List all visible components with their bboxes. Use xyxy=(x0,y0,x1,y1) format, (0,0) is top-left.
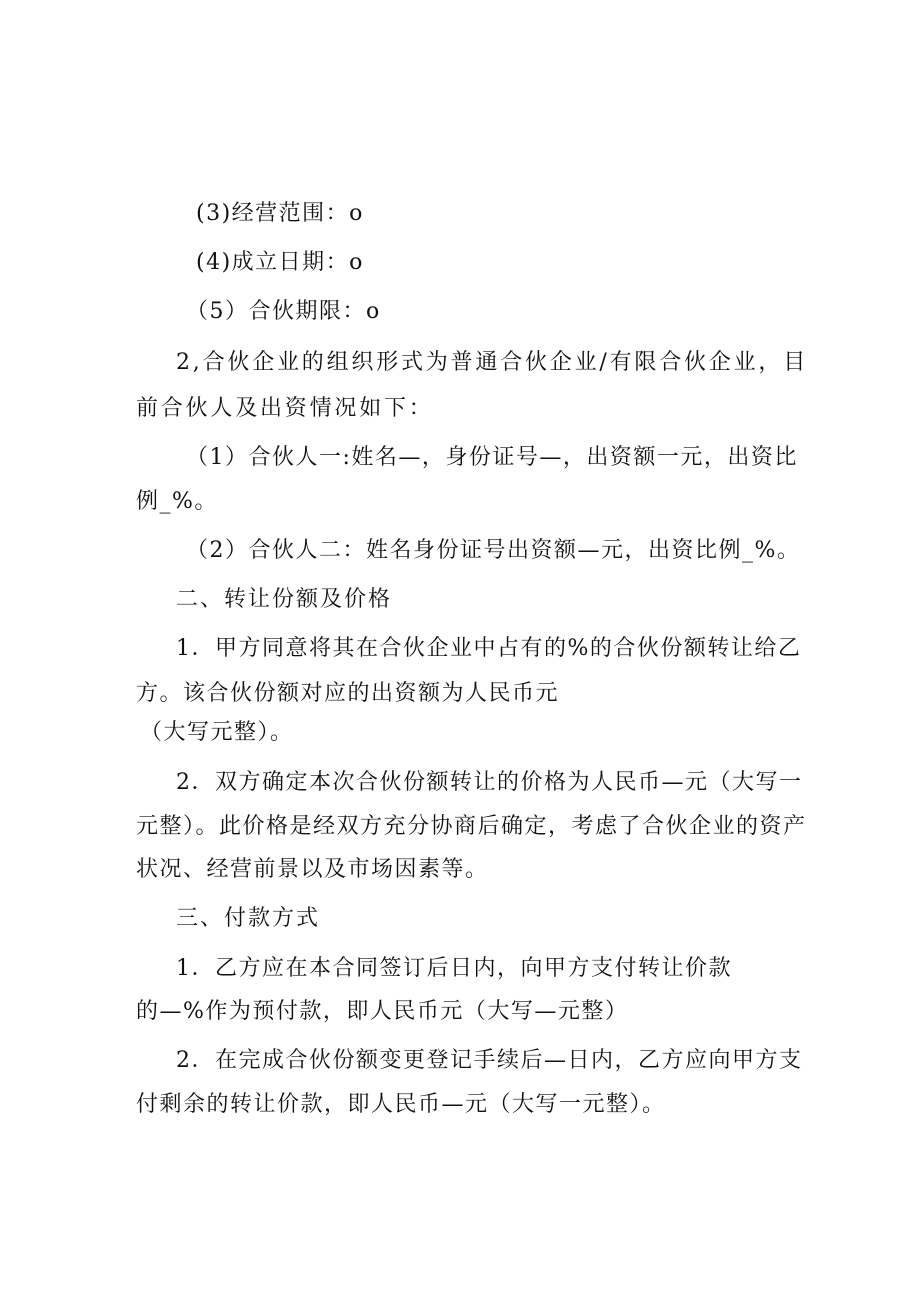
line-founding-date: (4)成立日期：o xyxy=(196,250,364,275)
paragraph-s2-item1-line2: 方。该合伙份额对应的出资额为人民币元 xyxy=(136,681,560,706)
paragraph-s2-item1-line3: （大写元整）。 xyxy=(140,720,294,745)
paragraph-partner1-line1: （1）合伙人一:姓名—，身份证号—，出资额一元，出资比 xyxy=(186,445,798,470)
section-heading-transfer: 二、转让份额及价格 xyxy=(176,587,393,612)
paragraph-s3-item2-line1: 2．在完成合伙份额变更登记手续后—日内，乙方应向甲方支 xyxy=(176,1048,803,1073)
paragraph-s2-item1-line1: 1．甲方同意将其在合伙企业中占有的%的合伙份额转让给乙 xyxy=(176,636,802,661)
line-business-scope: (3)经营范围：o xyxy=(196,201,364,226)
paragraph-s2-item2-line3: 状况、经营前景以及市场因素等。 xyxy=(136,857,489,882)
paragraph-s3-item2-line2: 付剩余的转让价款，即人民币—元（大写一元整）。 xyxy=(136,1092,666,1117)
paragraph-org-form-line2: 前合伙人及出资情况如下： xyxy=(136,396,434,421)
paragraph-s3-item1-line1: 1．乙方应在本合同签订后日内，向甲方支付转让价款 xyxy=(176,956,732,981)
paragraph-partner1-line2: 例_%。 xyxy=(136,489,218,514)
paragraph-org-form-line1: 2,合伙企业的组织形式为普通合伙企业/有限合伙企业，目 xyxy=(176,350,809,375)
section-heading-payment: 三、付款方式 xyxy=(176,906,321,931)
line-partnership-term: （5）合伙期限：o xyxy=(186,299,381,324)
paragraph-s2-item2-line1: 2．双方确定本次合伙份额转让的价格为人民币—元（大写一 xyxy=(176,770,803,795)
paragraph-s2-item2-line2: 元整）。此价格是经双方充分协商后确定，考虑了合伙企业的资产 xyxy=(136,814,807,839)
paragraph-partner2: （2）合伙人二：姓名身份证号出资额—元，出资比例_%。 xyxy=(186,538,801,563)
paragraph-s3-item1-line2: 的—%作为预付款，即人民币元（大写—元整） xyxy=(136,999,629,1024)
